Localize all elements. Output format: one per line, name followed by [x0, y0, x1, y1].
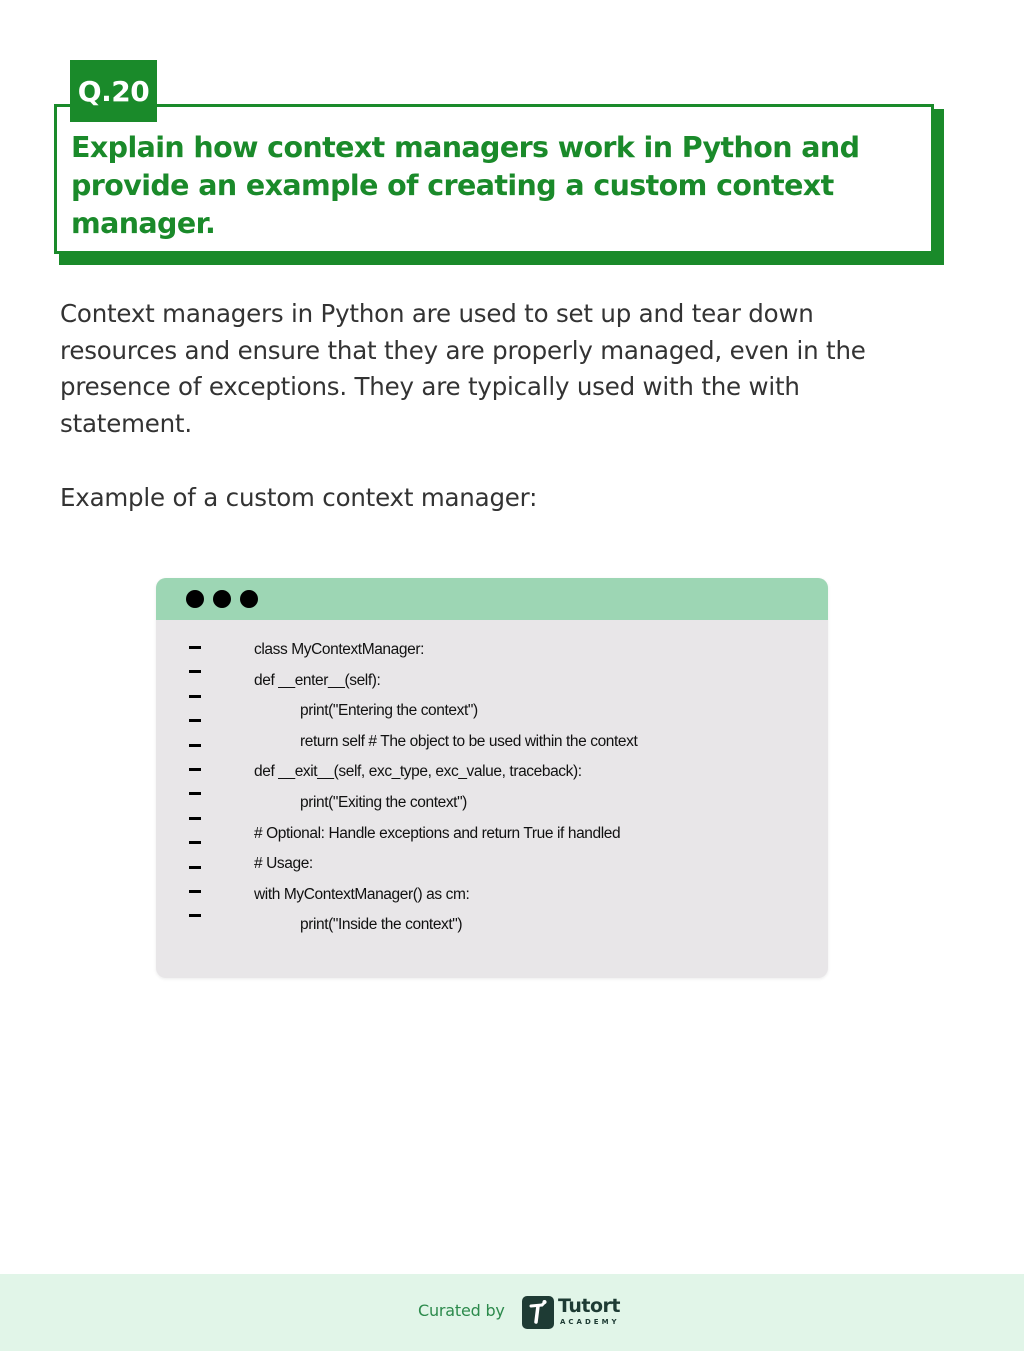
question-line: Explain how context managers work in Python and	[71, 131, 860, 164]
line-marker	[189, 719, 201, 722]
answer-paragraph	[60, 296, 960, 442]
footer	[0, 1274, 1024, 1351]
brand-name: Tutort	[558, 1295, 620, 1317]
code-line: print("Entering the context")	[300, 702, 478, 720]
curated-by-label: Curated by	[418, 1301, 505, 1320]
code-window	[156, 578, 828, 978]
brand-subtitle: ACADEMY	[560, 1318, 620, 1326]
answer-line: presence of exceptions. They are typically used with the with	[60, 372, 800, 402]
question-box	[54, 104, 934, 254]
code-line: # Optional: Handle exceptions and return True if handled	[254, 824, 621, 842]
example-label: Example of a custom context manager:	[60, 483, 538, 512]
line-marker	[189, 914, 201, 917]
answer-line: resources and ensure that they are properly managed, even in the	[60, 335, 866, 365]
code-line: print("Exiting the context")	[300, 793, 467, 811]
code-line: class MyContextManager:	[254, 641, 424, 658]
line-marker	[189, 695, 201, 698]
code-line: print("Inside the context")	[300, 916, 463, 934]
code-line: # Usage:	[254, 855, 313, 873]
tutort-logo-icon	[522, 1296, 554, 1329]
question-number-badge: Q.20	[70, 60, 157, 122]
code-line: def __enter__(self):	[254, 671, 381, 689]
line-marker	[189, 792, 201, 795]
line-marker	[189, 866, 201, 869]
window-dot-icon	[240, 590, 258, 608]
line-marker	[189, 646, 201, 649]
window-dot-icon	[213, 590, 231, 608]
window-dot-icon	[186, 590, 204, 608]
line-marker	[189, 841, 201, 844]
line-marker	[189, 744, 201, 747]
question-line: manager.	[71, 207, 216, 240]
code-line: with MyContextManager() as cm:	[254, 885, 470, 903]
code-line: def __exit__(self, exc_type, exc_value, traceback):	[254, 763, 582, 781]
line-marker	[189, 890, 201, 893]
answer-line: Context managers in Python are used to set up and tear down	[60, 299, 814, 328]
answer-line: statement.	[60, 408, 192, 438]
question-line: provide an example of creating a custom context	[71, 169, 834, 202]
line-marker	[189, 817, 201, 820]
line-marker	[189, 768, 201, 771]
line-marker	[189, 670, 201, 673]
line-markers	[189, 646, 201, 939]
question-text	[71, 129, 917, 243]
code-window-titlebar	[156, 578, 828, 620]
code-block	[254, 635, 814, 941]
code-line: return self # The object to be used within the context	[300, 732, 638, 750]
